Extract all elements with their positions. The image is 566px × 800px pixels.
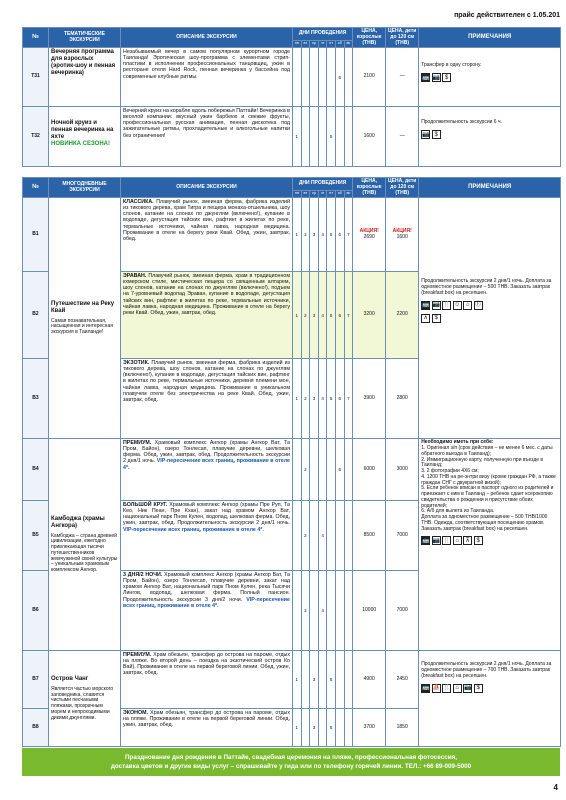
elephant-icon: Ⓔ xyxy=(475,302,482,308)
day-cell xyxy=(301,709,310,747)
excursion-code: В8 xyxy=(23,709,49,747)
day-cell: 7 xyxy=(344,198,353,272)
excursion-desc: Плавучий рынок, змеиная ферма, фабрика изделий из тикового дерева, храм Тигра и пещера монаха-отшельника, шоу слонов, катание на слонах по джунглям (включено!), купание в водопаде, дегустация тайских вин, рафтинг в жилетах по реке, термальные источники, чайная лавка, народная медицина. Проживание в отеле на берегу реки Квай. Обед, ужин, завтрак, обед. xyxy=(123,199,290,242)
table-row xyxy=(23,198,561,272)
camera-icon: 📷 xyxy=(421,131,430,138)
table-row xyxy=(23,107,561,167)
group-desc: Камбоджа – страна древней цивилизации, ежегодно привлекающая тысячи путешественников жемчужиной своей культуры – уникальным храмовым комплексом Ангкор. xyxy=(51,532,118,574)
day-cell xyxy=(344,709,353,747)
excursion-code: В4 xyxy=(23,439,49,501)
col-theme: МНОГОДНЕВНЫЕ ЭКСКУРСИИ xyxy=(49,178,121,198)
boat-icon: ⛵ xyxy=(432,685,440,691)
excursion-desc: Храмовый комплекс Ангкор (храмы Пре Руп, Та Кео, Ник Пеан, Пре Кхан), закат над храмом Ангкор Ват, национальный парк Пном Кулен, водопад, шелковая ферма. Обед, ужин, завтрак, обед. Продолжительность экскурсии 2 дня/1 ночь. xyxy=(123,502,290,527)
variant-title: ЭКЗОТИК. xyxy=(123,360,150,367)
vip-note: VIP-пересечение всех границ, проживание в отеле 4*. xyxy=(123,458,290,471)
new-season-badge: НОВИНКА СЕЗОНА! xyxy=(51,140,110,147)
banner-line: Празднование дня рождения в Паттайе, свадебная церемония на пляже, профессиональная фотосессия, xyxy=(125,753,457,761)
day-cell xyxy=(344,651,353,709)
day-cell xyxy=(318,439,327,501)
price-child: 1850 xyxy=(386,709,419,747)
excursion-code: В3 xyxy=(23,359,49,439)
group-notes: Продолжительность экскурсии 2 дня/1 ночь. Доплата за одноместное размещение – 500 THB. Заказать завтрак (breakfast box) на ресепшен. xyxy=(421,278,552,296)
day-fri: пт xyxy=(327,191,336,198)
day-cell: 1 xyxy=(293,107,302,167)
meal-icon: 🍴 xyxy=(442,685,451,691)
excursion-code: T32 xyxy=(23,107,49,167)
day-cell xyxy=(344,48,353,107)
day-cell xyxy=(344,107,353,167)
col-price-child: ЦЕНА, дети до 120 см (ТНВ) xyxy=(386,28,419,48)
day-cell xyxy=(327,48,336,107)
day-cell: 3 xyxy=(310,709,319,747)
price-child: 2450 xyxy=(386,651,419,709)
excursion-desc: Незабываемый вечер в самом популярном курортном городе Таиланда! Эротическая шоу-программа с элементами стрип-пластики в исполнении профессиональных танцовщиц, ужин в ресторане отеля Hard Rock, пенная вечеринка у бассейна под современные клубные ритмы. xyxy=(121,48,293,107)
requirement-item: 1. Оригинал з/п (срок действия – не менее 6 мес. с даты обратного выезда в Таиланд); xyxy=(421,445,553,457)
day-cell xyxy=(310,571,319,651)
requirement-item: 2. Иммиграционную карту, полученную при въезде в Таиланд; xyxy=(421,456,544,469)
day-cell xyxy=(344,571,353,651)
hotel-icon: ⌂ xyxy=(453,536,462,545)
col-theme: ТЕМАТИЧЕСКИЕ ЭКСКУРСИИ xyxy=(49,28,121,48)
dollar-icon: $ xyxy=(432,314,441,323)
day-cell xyxy=(327,439,336,501)
variant-title: ЭРАВАН. xyxy=(123,273,147,280)
camera-icon: 📷 xyxy=(432,537,440,544)
group-name: Остров Чанг xyxy=(51,676,89,683)
vip-note: VIP-пересечение всех границ, проживание в отеле 4*. xyxy=(123,596,290,609)
day-cell: 5 xyxy=(327,272,336,359)
day-tue: вт xyxy=(301,191,310,198)
col-notes: ПРИМЕЧАНИЯ xyxy=(419,178,561,198)
excursion-desc: Храм обезьян, трансфер до острова на пароме, отдых на пляже. Во второй день – поездка на экзотический остров Ко Вай). Проживание в отеле на первой береговой линии. Обед, ужин, завтрак, обед. xyxy=(123,652,290,677)
col-days: ДНИ ПРОВЕДЕНИЯ xyxy=(293,178,353,191)
requirement-item: 4. 1200 THB на ре-энтри визу (кроме граждан РФ, а также граждан СНГ с двукратной визой); xyxy=(421,473,556,486)
requirement-item: 6. А/б для вылета из Таиланда. xyxy=(421,508,495,515)
day-cell: 1 xyxy=(293,359,302,439)
day-cell xyxy=(301,107,310,167)
day-cell xyxy=(293,501,302,571)
shirt-icon: ⊼ xyxy=(421,314,430,323)
excursion-code: В1 xyxy=(23,198,49,272)
price-adult: 10000 xyxy=(353,571,386,651)
col-num: № xyxy=(23,28,49,48)
price-adult: 4900 xyxy=(353,651,386,709)
day-cell: 7 xyxy=(344,359,353,439)
group-desc: Самая познавательная, насыщенная и интересная экскурсия в Таиланде! xyxy=(51,317,113,336)
price-child: 7000 xyxy=(386,501,419,571)
day-cell: 3 xyxy=(310,651,319,709)
price-adult: 3200 xyxy=(353,272,386,359)
camera-icon: 📷 xyxy=(432,74,440,81)
price-child: — xyxy=(386,107,419,167)
col-price-adult: ЦЕНА, взрослые (ТНВ) xyxy=(353,28,386,48)
dollar-icon: $ xyxy=(432,130,441,139)
variant-title: КЛАССИКА. xyxy=(123,199,154,206)
day-mon: пн xyxy=(293,41,302,48)
price-child: 2800 xyxy=(386,359,419,439)
day-cell: 6 xyxy=(335,272,344,359)
variant-title: БОЛЬШОЙ КРУГ. xyxy=(123,502,168,509)
meal-icon: 🍴 xyxy=(442,537,451,544)
excursion-code: T31 xyxy=(23,48,49,107)
requirement-item: 3. 2 фотографии 4Х6 см; xyxy=(421,468,479,474)
variant-title: ПРЕМИУМ. xyxy=(123,440,152,447)
camera-icon: 📷 xyxy=(463,685,472,691)
variant-title: ЭКОНОМ. xyxy=(123,710,148,717)
day-cell: 5 xyxy=(327,359,336,439)
col-days: ДНИ ПРОВЕДЕНИЯ xyxy=(293,28,353,41)
price-child: 1600 xyxy=(396,233,408,240)
excursion-name: Вечерняя программа для взрослых (эротик-шоу и пенная вечеринка) xyxy=(51,49,116,76)
day-cell xyxy=(335,107,344,167)
day-cell xyxy=(301,48,310,107)
thematic-excursions-table xyxy=(22,27,561,167)
day-cell: 5 xyxy=(327,709,336,747)
col-desc: ОПИСАНИЕ ЭКСКУРСИИ xyxy=(121,28,293,48)
shirt-icon: ⊼ xyxy=(463,536,472,545)
promo-label: АКЦИЯ! xyxy=(359,228,379,234)
price-adult: 1600 xyxy=(353,107,386,167)
day-mon: пн xyxy=(293,191,302,198)
table-row xyxy=(23,48,561,107)
day-sun: вс xyxy=(344,41,353,48)
day-cell: 4 xyxy=(318,571,327,651)
day-cell xyxy=(335,571,344,651)
col-desc: ОПИСАНИЕ ЭКСКУРСИИ xyxy=(121,178,293,198)
day-cell xyxy=(318,107,327,167)
price-child: 2200 xyxy=(386,272,419,359)
day-cell: 7 xyxy=(344,272,353,359)
excursion-desc: Храм обезьян, трансфер до острова на пароме, отдых на пляже. Проживание в отеле на первой береговой линии. Обед, ужин, завтрак, обед. xyxy=(123,710,290,729)
meal-icon: 🍴 xyxy=(442,302,451,308)
excursion-code: В7 xyxy=(23,651,49,709)
dollar-icon: $ xyxy=(442,73,451,82)
day-cell: 2 xyxy=(301,272,310,359)
day-fri: пт xyxy=(327,41,336,48)
price-child: 3000 xyxy=(386,439,419,501)
variant-title: 3 ДНЯ/2 НОЧИ. xyxy=(123,572,163,579)
bus-icon: 🚌 xyxy=(421,537,430,544)
excursion-desc: Плавучий рынок, змеиная ферма, храм в традиционном кхмерском стиле, мистическая пещера со священным алтарем, шоу слонов, катание на слонах по джунглям (включено!), подъем на 7-уровневый водопад Эраван, купание в водопаде, дегустация тайских вин, рафтинг в жилетах по реке, термальные источники, чайная лавка, народная медицина. Проживание в отеле на берегу реки Квай. Обед, ужин, завтрак, обед. xyxy=(123,273,290,316)
dollar-icon: $ xyxy=(474,536,483,545)
col-num: № xyxy=(23,178,49,198)
table-row xyxy=(23,439,561,501)
day-cell xyxy=(335,501,344,571)
dollar-icon: $ xyxy=(474,684,483,693)
banner-line: доставка цветов и другие виды услуг – спрашивайте у гида или по телефону горячей линии. ТЕЛ.: +66 89-009-5000 xyxy=(110,763,472,770)
day-cell: 2 xyxy=(301,359,310,439)
excursion-code: В2 xyxy=(23,272,49,359)
requirement-item: 5. Если ребенок вписан в паспорт одного из родителей и приезжает с ним в Таиланд – ребенок сдает ксерокопию свидетельства о рождении и присутствие обоих родителей; xyxy=(421,485,554,509)
child-icon: ☺ xyxy=(454,302,461,308)
excursion-name: Ночной круиз и пенная вечеринка на яхте xyxy=(51,120,114,141)
bus-icon: 🚌 xyxy=(421,74,430,81)
day-cell: 4 xyxy=(318,198,327,272)
promo-label: АКЦИЯ! xyxy=(392,228,412,234)
day-thu: чт xyxy=(318,41,327,48)
day-cell xyxy=(335,651,344,709)
day-cell: 6 xyxy=(335,48,344,107)
day-cell xyxy=(344,501,353,571)
day-cell: 4 xyxy=(318,359,327,439)
group-name: Камбоджа (храмы Ангкора) xyxy=(51,515,105,529)
bus-icon: 🚌 xyxy=(421,302,430,308)
day-cell xyxy=(318,709,327,747)
excursion-notes: Трансфер в одну сторону. xyxy=(421,62,482,69)
day-cell: 6 xyxy=(335,359,344,439)
page-number: 4 xyxy=(553,782,558,792)
day-cell xyxy=(301,651,310,709)
camera-icon: 📷 xyxy=(432,302,440,308)
group-desc: Является частью морского заповедника, славится чистыми песчаными пляжами, прозрачным морем и непроходимыми дикими джунглями. xyxy=(51,685,114,721)
day-cell: 1 xyxy=(293,272,302,359)
group-name: Путешествие на Реку Квай xyxy=(51,300,115,314)
day-cell: 1 xyxy=(293,709,302,747)
day-cell: 6 xyxy=(335,198,344,272)
excursion-notes: Продолжительность экскурсии 6 ч. xyxy=(421,119,502,126)
day-sat: сб xyxy=(335,191,344,198)
vip-note: VIP-пересечение всех границ, проживание в отеле 4*. xyxy=(123,526,264,533)
requirements-title: Необходимо иметь при себе: xyxy=(421,439,494,446)
price-adult: 2100 xyxy=(353,48,386,107)
day-cell: 1 xyxy=(293,651,302,709)
excursion-code: В5 xyxy=(23,501,49,571)
day-cell: 4 xyxy=(318,272,327,359)
multiday-excursions-table xyxy=(22,177,561,747)
excursion-desc: Плавучий рынок, змеиная ферма, фабрика изделий из тикового дерева, шоу слонов, катание на слонах по джунглям (включено!), купание в водопаде, дегустация тайских вин, рафтинг в жилетах по реке, термальные источники, деревня племени мон, чайная лавка, народная медицина. Проживание в уникальном плавучем отеле без электричества на реке Квай. Обед, ужин, завтрак, обед. xyxy=(123,360,290,403)
col-notes: ПРИМЕЧАНИЯ xyxy=(419,28,561,48)
day-cell xyxy=(318,651,327,709)
day-cell: 5 xyxy=(327,198,336,272)
table-row xyxy=(23,651,561,709)
day-tue: вт xyxy=(301,41,310,48)
excursion-desc: Храмовый комплекс Ангкор (храмы Ангкор Ват, Та Пром, Байон), озеро Тонлесап, плавучие деревни, шелковая ферма. Обед, ужин, завтрак, обед. Продолжительность экскурсии 2 дня/1 ночь. xyxy=(123,440,290,465)
day-cell: 3 xyxy=(310,272,319,359)
excursion-desc: Храмовый комплекс Ангкор (храмы Ангкор Ват, Та Пром, Байон), озеро Тонлесап, плавучие деревни, закат над храмом Ангкор Ват, национальный парк Пном Кулен, река Тысячи Лингов, водопад, шелковая ферма. Полный пансион. Продолжительность экскурсии 3 дня/2 ночи. xyxy=(123,572,290,603)
day-cell xyxy=(293,439,302,501)
price-adult: 8500 xyxy=(353,501,386,571)
day-cell: 2 xyxy=(301,501,310,571)
day-cell: 1 xyxy=(293,198,302,272)
day-cell xyxy=(310,439,319,501)
price-child: — xyxy=(386,48,419,107)
day-wed: ср xyxy=(310,191,319,198)
price-adult: 3900 xyxy=(353,359,386,439)
col-price-adult: ЦЕНА, взрослые (ТНВ) xyxy=(353,178,386,198)
day-cell: 6 xyxy=(335,439,344,501)
day-sun: вс xyxy=(344,191,353,198)
hotel-icon: ⌂ xyxy=(453,684,462,693)
day-cell: 3 xyxy=(310,198,319,272)
hotel-icon: ⌂ xyxy=(463,301,472,310)
day-cell xyxy=(293,571,302,651)
variant-title: ПРЕМИУМ. xyxy=(123,652,152,659)
day-wed: ср xyxy=(310,41,319,48)
day-cell xyxy=(293,48,302,107)
group-notes: Доплата за одноместное размещение – 500 THB/1000 THB. Одежда, соответствующая посещению храмов. Заказать завтрак (breakfast box) на ресепшен. xyxy=(421,514,548,532)
day-cell: 5 xyxy=(327,651,336,709)
day-cell xyxy=(327,571,336,651)
price-validity-note: прайс действителен с 1.05.201 xyxy=(454,12,560,19)
price-child: 7000 xyxy=(386,571,419,651)
price-adult: 2690 xyxy=(363,233,375,240)
day-cell: 4 xyxy=(318,501,327,571)
day-cell: 5 xyxy=(327,107,336,167)
price-adult: 3700 xyxy=(353,709,386,747)
bus-icon: 🚌 xyxy=(421,685,430,691)
day-sat: сб xyxy=(335,41,344,48)
day-cell xyxy=(344,439,353,501)
day-thu: чт xyxy=(318,191,327,198)
day-cell: 2 xyxy=(301,198,310,272)
col-price-child: ЦЕНА, дети до 120 см (ТНВ) xyxy=(386,178,419,198)
day-cell: 2 xyxy=(301,439,310,501)
promo-banner xyxy=(22,748,560,776)
day-cell xyxy=(335,709,344,747)
day-cell xyxy=(310,48,319,107)
day-cell: 3 xyxy=(310,359,319,439)
day-cell xyxy=(318,48,327,107)
day-cell xyxy=(327,501,336,571)
day-cell xyxy=(310,501,319,571)
excursion-desc: Вечерний круиз на корабле вдоль побережья Паттайи! Вечеринка в веселой компании: вкусный ужин барбекю и свежие фрукты, профессиональная русская анимация, пенная дискотека под зажигательные ритмы, прохладительные и алкогольные напитки без ограничения! xyxy=(121,107,293,167)
day-cell: 2 xyxy=(301,571,310,651)
price-adult: 6000 xyxy=(353,439,386,501)
excursion-code: В6 xyxy=(23,571,49,651)
day-cell xyxy=(310,107,319,167)
group-notes: Продолжительность экскурсии 2 дня/1 ночь. Доплата за одноместное размещение – 700 THB. Заказать завтрак (breakfast box) на ресепшен. xyxy=(421,661,552,679)
